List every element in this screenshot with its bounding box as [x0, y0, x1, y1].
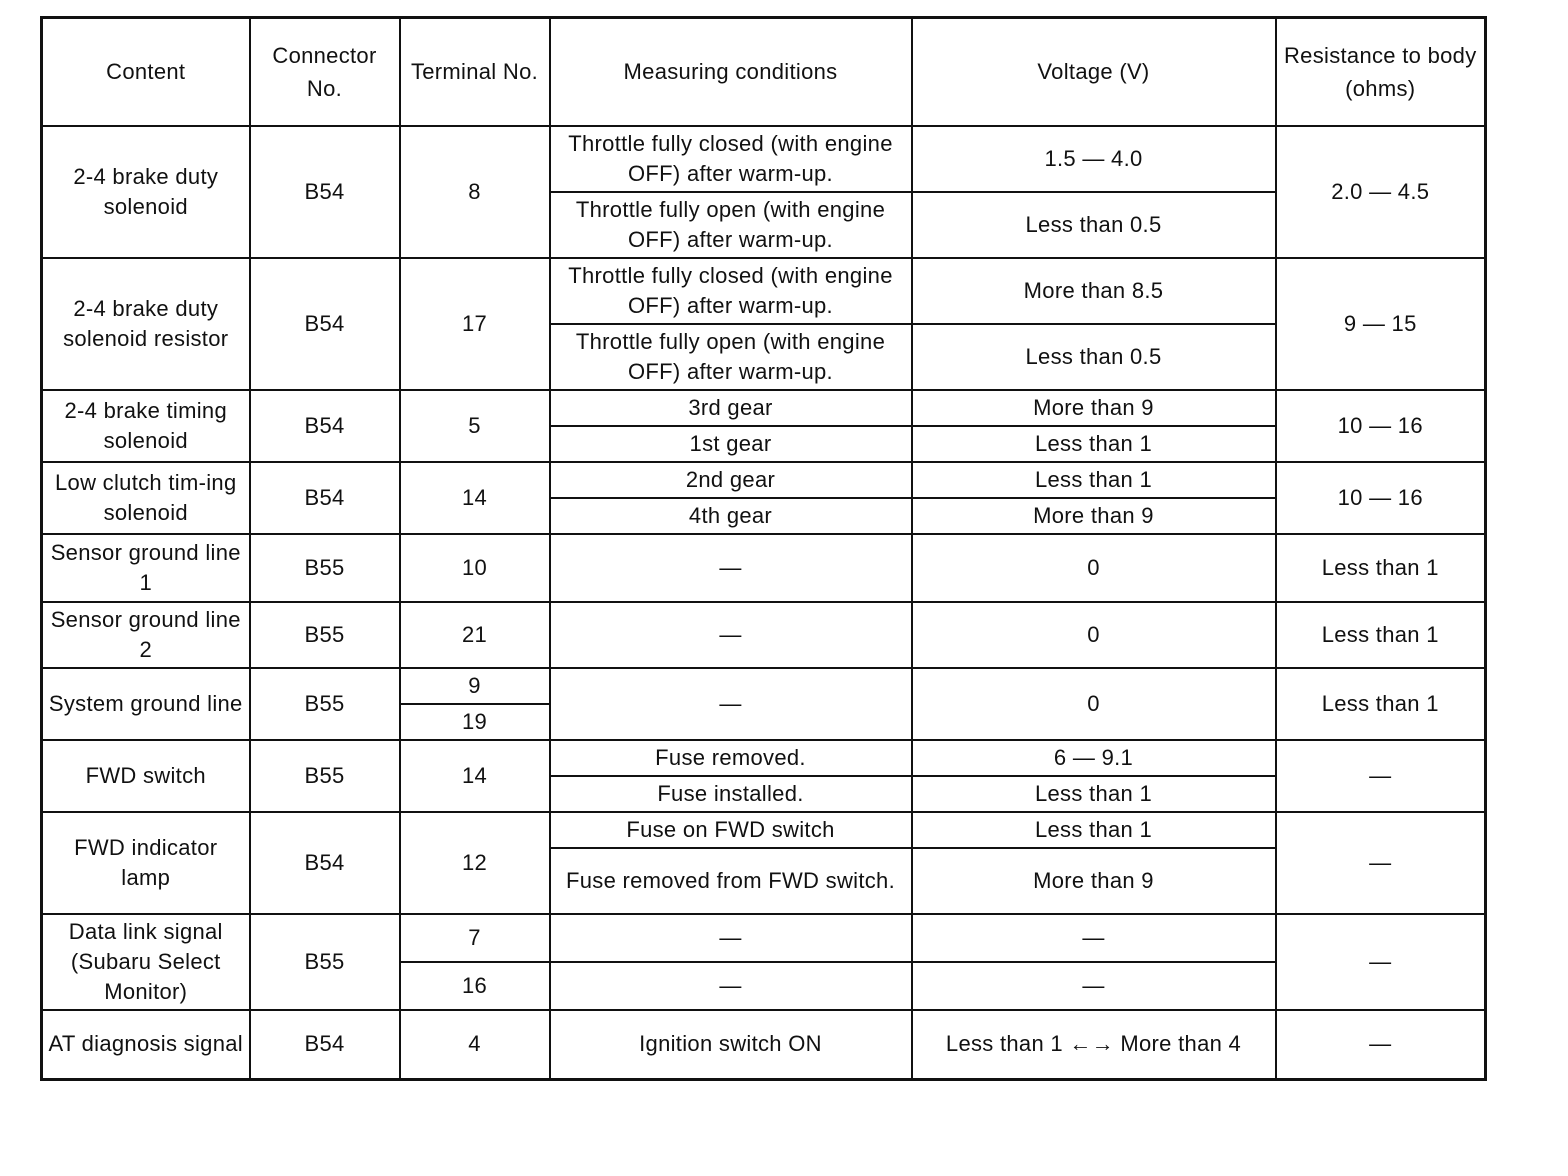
voltage-cell: More than 9: [912, 848, 1276, 914]
resistance-cell: Less than 1: [1276, 668, 1486, 740]
header-row: [42, 18, 1486, 126]
terminal-cell: 7: [400, 914, 550, 962]
voltage-cell: Less than 1: [912, 812, 1276, 848]
header-conditions: Measuring conditions: [550, 18, 912, 126]
table-row: [42, 668, 1486, 704]
condition-cell: —: [550, 962, 912, 1010]
voltage-cell: More than 9: [912, 390, 1276, 426]
condition-cell: —: [550, 602, 912, 668]
resistance-cell: —: [1276, 1010, 1486, 1080]
content-cell: Low clutch tim-ing solenoid: [42, 462, 250, 534]
terminal-cell: 14: [400, 740, 550, 812]
condition-cell: Fuse on FWD switch: [550, 812, 912, 848]
table-row: [42, 258, 1486, 324]
resistance-cell: 2.0 — 4.5: [1276, 126, 1486, 258]
connector-cell: B55: [250, 914, 400, 1010]
voltage-cell: —: [912, 914, 1276, 962]
condition-cell: Throttle fully closed (with engine OFF) after warm-up.: [550, 258, 912, 324]
terminal-cell: 16: [400, 962, 550, 1010]
voltage-cell: 0: [912, 534, 1276, 602]
voltage-cell: More than 9: [912, 498, 1276, 534]
content-cell: System ground line: [42, 668, 250, 740]
resistance-cell: Less than 1: [1276, 534, 1486, 602]
voltage-cell: 1.5 — 4.0: [912, 126, 1276, 192]
connector-cell: B54: [250, 126, 400, 258]
condition-cell: Throttle fully open (with engine OFF) after warm-up.: [550, 192, 912, 258]
connector-cell: B54: [250, 258, 400, 390]
voltage-cell: Less than 1: [912, 462, 1276, 498]
resistance-cell: —: [1276, 812, 1486, 914]
terminal-cell: 9: [400, 668, 550, 704]
resistance-cell: 9 — 15: [1276, 258, 1486, 390]
table-row: [42, 534, 1486, 602]
connector-cell: B54: [250, 462, 400, 534]
table-row: [42, 914, 1486, 962]
terminal-cell: 4: [400, 1010, 550, 1080]
connector-cell: B54: [250, 1010, 400, 1080]
terminal-cell: 17: [400, 258, 550, 390]
connector-cell: B54: [250, 390, 400, 462]
voltage-cell: 0: [912, 602, 1276, 668]
content-cell: FWD indicator lamp: [42, 812, 250, 914]
terminal-cell: 5: [400, 390, 550, 462]
terminal-cell: 8: [400, 126, 550, 258]
resistance-cell: —: [1276, 914, 1486, 1010]
condition-cell: —: [550, 534, 912, 602]
condition-cell: —: [550, 668, 912, 740]
content-cell: 2-4 brake timing solenoid: [42, 390, 250, 462]
header-resistance: Resistance to body (ohms): [1276, 18, 1486, 126]
header-connector: Connector No.: [250, 18, 400, 126]
voltage-cell: 6 — 9.1: [912, 740, 1276, 776]
header-content: Content: [42, 18, 250, 126]
condition-cell: Fuse removed from FWD switch.: [550, 848, 912, 914]
header-voltage: Voltage (V): [912, 18, 1276, 126]
terminal-cell: 14: [400, 462, 550, 534]
content-cell: 2-4 brake duty solenoid resistor: [42, 258, 250, 390]
voltage-cell: 0: [912, 668, 1276, 740]
terminal-cell: 10: [400, 534, 550, 602]
voltage-cell: Less than 1: [912, 776, 1276, 812]
table-row: [42, 390, 1486, 426]
content-cell: FWD switch: [42, 740, 250, 812]
condition-cell: Fuse removed.: [550, 740, 912, 776]
resistance-cell: —: [1276, 740, 1486, 812]
condition-cell: —: [550, 914, 912, 962]
voltage-cell: More than 8.5: [912, 258, 1276, 324]
connector-cell: B55: [250, 534, 400, 602]
condition-cell: 3rd gear: [550, 390, 912, 426]
voltage-cell: Less than 1 ←→ More than 4: [912, 1010, 1276, 1080]
header-terminal: Terminal No.: [400, 18, 550, 126]
resistance-cell: 10 — 16: [1276, 390, 1486, 462]
resistance-cell: 10 — 16: [1276, 462, 1486, 534]
table-row: [42, 126, 1486, 192]
voltage-cell: Less than 1: [912, 426, 1276, 462]
connector-cell: B55: [250, 668, 400, 740]
resistance-cell: Less than 1: [1276, 602, 1486, 668]
table-row: [42, 812, 1486, 848]
content-cell: Sensor ground line 1: [42, 534, 250, 602]
table-row: [42, 740, 1486, 776]
content-cell: 2-4 brake duty solenoid: [42, 126, 250, 258]
voltage-cell: Less than 0.5: [912, 192, 1276, 258]
connector-cell: B54: [250, 812, 400, 914]
terminal-cell: 19: [400, 704, 550, 740]
table-row: [42, 1010, 1486, 1080]
condition-cell: 1st gear: [550, 426, 912, 462]
terminal-cell: 21: [400, 602, 550, 668]
connector-cell: B55: [250, 602, 400, 668]
spec-table: [40, 16, 1487, 1081]
connector-cell: B55: [250, 740, 400, 812]
content-cell: AT diagnosis signal: [42, 1010, 250, 1080]
content-cell: Sensor ground line 2: [42, 602, 250, 668]
condition-cell: Ignition switch ON: [550, 1010, 912, 1080]
condition-cell: 4th gear: [550, 498, 912, 534]
condition-cell: Throttle fully open (with engine OFF) after warm-up.: [550, 324, 912, 390]
condition-cell: Fuse installed.: [550, 776, 912, 812]
content-cell: Data link signal (Subaru Select Monitor): [42, 914, 250, 1010]
voltage-cell: Less than 0.5: [912, 324, 1276, 390]
table-row: [42, 462, 1486, 498]
condition-cell: 2nd gear: [550, 462, 912, 498]
voltage-cell: —: [912, 962, 1276, 1010]
condition-cell: Throttle fully closed (with engine OFF) after warm-up.: [550, 126, 912, 192]
table-row: [42, 602, 1486, 668]
terminal-cell: 12: [400, 812, 550, 914]
